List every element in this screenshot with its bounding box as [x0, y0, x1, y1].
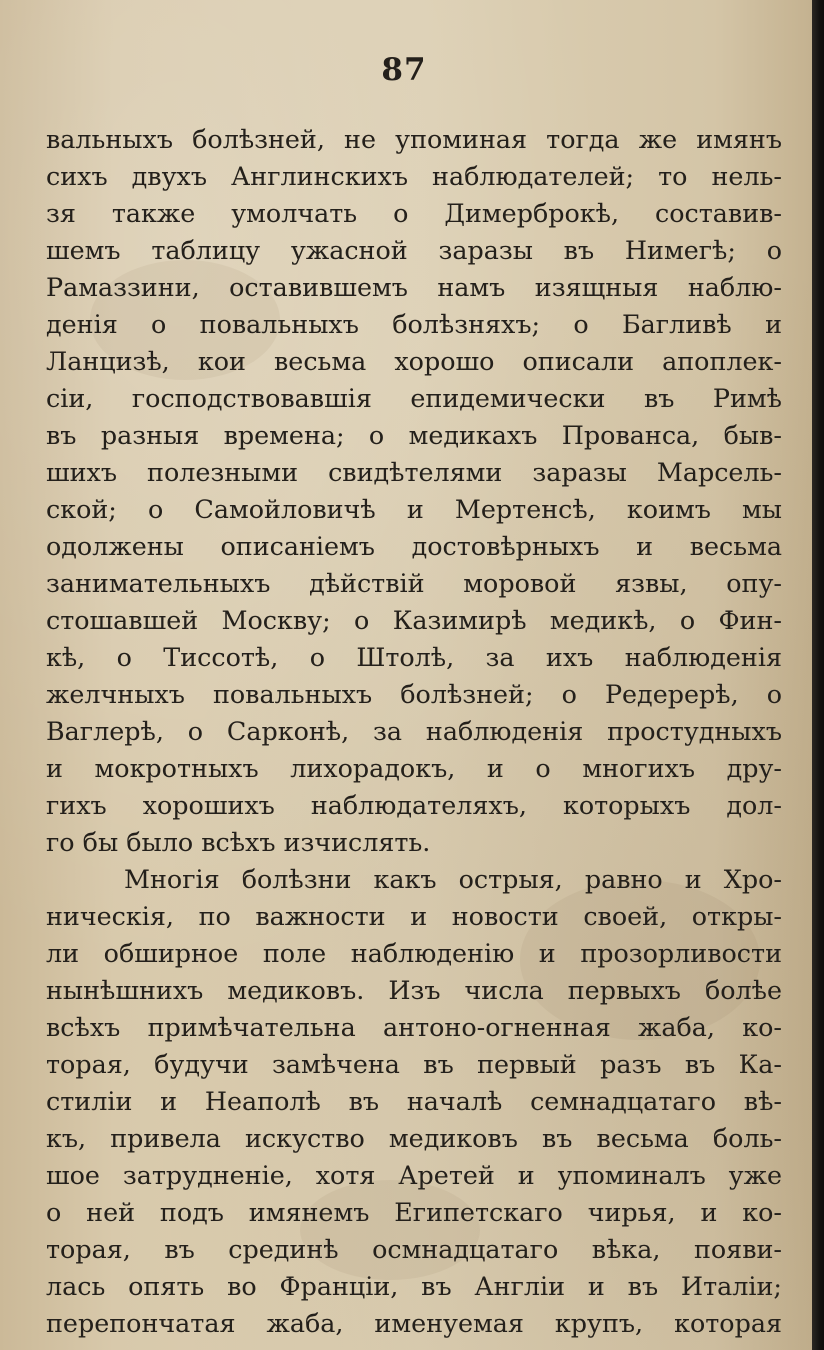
text-line: занимательныхъ дѣйствій моровой язвы, опу-: [46, 568, 782, 598]
text-line: кѣ, о Тиссотѣ, о Штолѣ, за ихъ наблюденія: [46, 642, 782, 672]
text-line: гихъ хорошихъ наблюдателяхъ, которыхъ дол-: [46, 790, 782, 820]
body-text: [46, 121, 782, 1342]
text-line: желчныхъ повальныхъ болѣзней; о Редерерѣ, о: [46, 679, 782, 709]
text-line: лась опять во Франціи, въ Англіи и въ Италіи;: [46, 1271, 782, 1301]
text-line: въ разныя времена; о медикахъ Прованса, быв-: [46, 420, 782, 450]
text-line: всѣхъ примѣчательна антоно-огненная жаба, ко-: [46, 1012, 782, 1042]
text-line: Рамаззини, оставившемъ намъ изящныя наблю-: [46, 272, 782, 302]
text-line: зя также умолчать о Димерброкѣ, составив-: [46, 198, 782, 228]
text-line: торая, будучи замѣчена въ первый разъ въ Ка-: [46, 1049, 782, 1079]
text-line: Многія болѣзни какъ острыя, равно и Хро-: [124, 864, 782, 894]
text-line: денія о повальныхъ болѣзняхъ; о Багливѣ и: [46, 309, 782, 339]
page-edge-shadow: [812, 0, 824, 1350]
text-line: сіи, господствовавшія епидемически въ Римѣ: [46, 383, 782, 413]
paragraph: [46, 861, 782, 1342]
text-line: Ваглерѣ, о Сарконѣ, за наблюденія простудныхъ: [46, 716, 782, 746]
page-number: 87: [381, 52, 427, 88]
text-line: Ланцизѣ, кои весьма хорошо описали апоплек-: [46, 346, 782, 376]
text-line: ской; о Самойловичѣ и Мертенсѣ, коимъ мы: [46, 494, 782, 524]
text-line: шемъ таблицу ужасной заразы въ Нимегѣ; о: [46, 235, 782, 265]
text-line: шое затрудненіе, хотя Аретей и упоминалъ уже: [46, 1160, 782, 1190]
text-line: и мокротныхъ лихорадокъ, и о многихъ дру-: [46, 753, 782, 783]
text-line: вальныхъ болѣзней, не упоминая тогда же имянъ: [46, 124, 782, 154]
text-line: одолжены описаніемъ достовѣрныхъ и весьма: [46, 531, 782, 561]
text-line: стошавшей Москву; о Казимирѣ медикѣ, о Фин-: [46, 605, 782, 635]
text-line: нынѣшнихъ медиковъ. Изъ числа первыхъ болѣе: [46, 975, 782, 1005]
text-line: перепончатая жаба, именуемая крупъ, которая: [46, 1308, 782, 1338]
text-line: ли обширное поле наблюденію и прозорливости: [46, 938, 782, 968]
text-line: го бы было всѣхъ изчислять.: [46, 827, 431, 857]
text-line: ническія, по важности и новости своей, откры-: [46, 901, 782, 931]
text-line: торая, въ срединѣ осмнадцатаго вѣка, появи-: [46, 1234, 782, 1264]
paragraph: [46, 121, 782, 861]
text-line: шихъ полезными свидѣтелями заразы Марсель-: [46, 457, 782, 487]
text-line: къ, привела искуство медиковъ въ весьма боль-: [46, 1123, 782, 1153]
text-line: сихъ двухъ Англинскихъ наблюдателей; то нель-: [46, 161, 782, 191]
text-line: о ней подъ имянемъ Египетскаго чирья, и ко-: [46, 1197, 782, 1227]
text-line: стиліи и Неаполѣ въ началѣ семнадцатаго вѣ-: [46, 1086, 782, 1116]
